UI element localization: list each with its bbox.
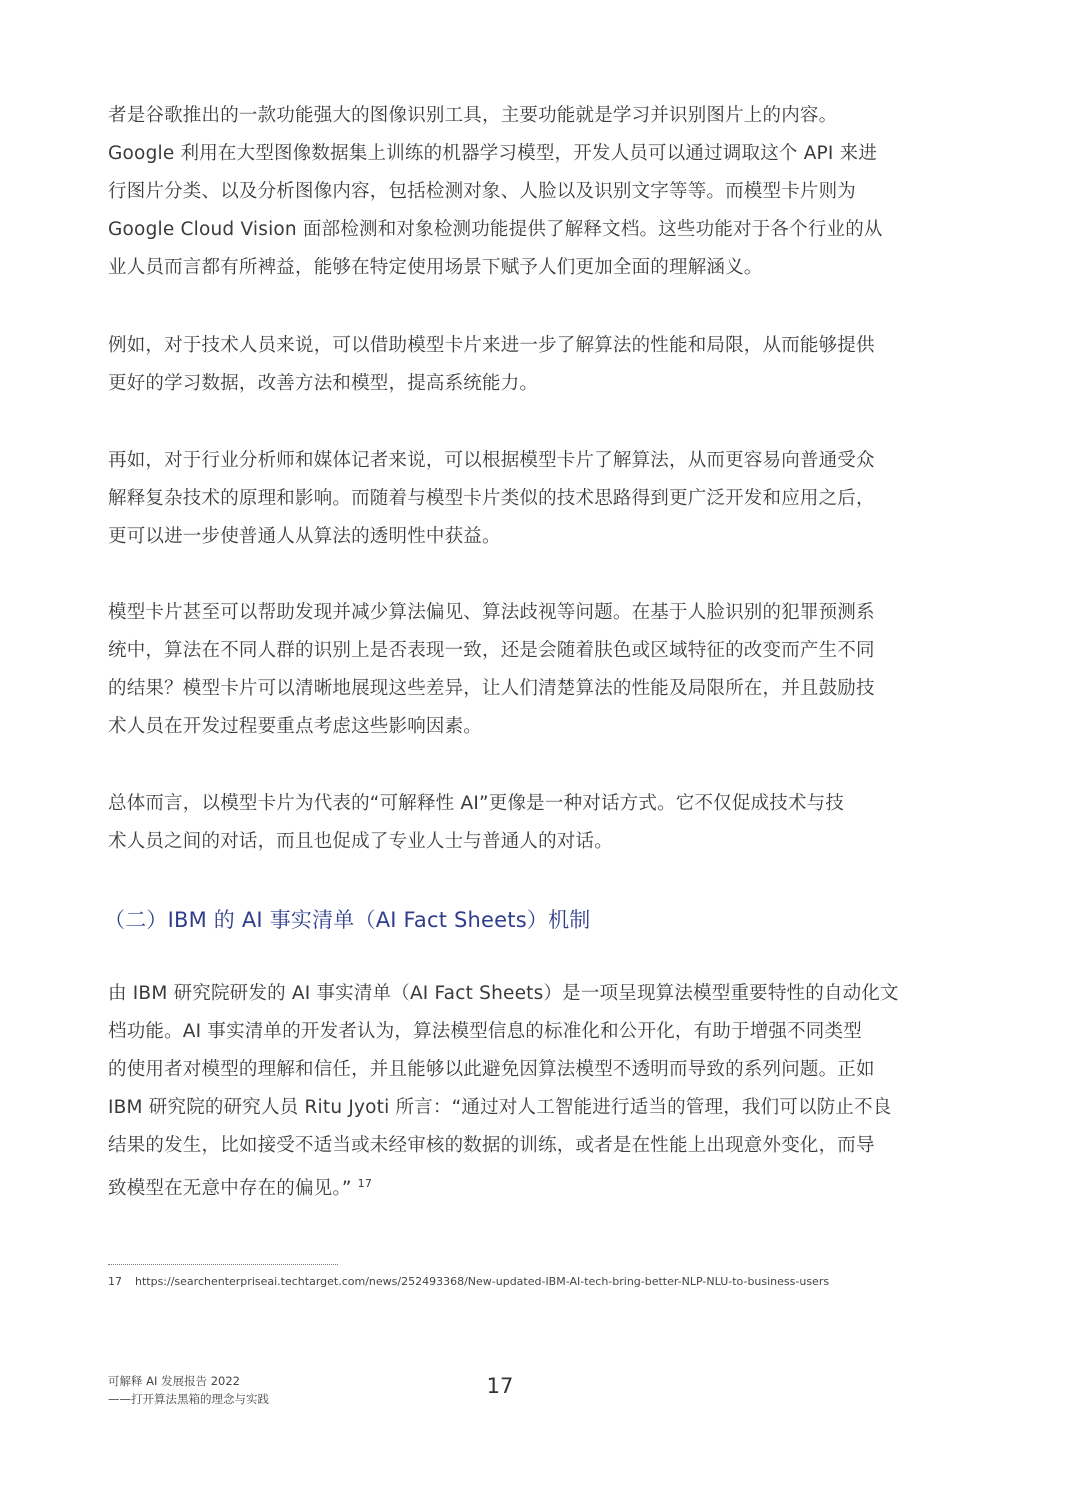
text-line: Google Cloud Vision 面部检测和对象检测功能提供了解释文档。这些功能对于各个行业的从	[108, 219, 883, 240]
footnote-divider	[108, 1264, 338, 1265]
text-line: 行图片分类、以及分析图像内容，包括检测对象、人脸以及识别文字等等。而模型卡片则为	[108, 181, 857, 202]
text-line: 术人员在开发过程要重点考虑这些影响因素。	[108, 716, 483, 737]
text-line: 更好的学习数据，改善方法和模型，提高系统能力。	[108, 373, 539, 394]
footnote-number: 17	[108, 1275, 122, 1288]
text-line: 例如，对于技术人员来说，可以借助模型卡片来进一步了解算法的性能和局限，从而能够提供	[108, 335, 875, 356]
text-line: 更可以进一步使普通人从算法的透明性中获益。	[108, 526, 501, 547]
text-line: IBM 研究院的研究人员 Ritu Jyoti 所言：“通过对人工智能进行适当的管理，我们可以防止不良	[108, 1097, 892, 1118]
text-line: 者是谷歌推出的一款功能强大的图像识别工具，主要功能就是学习并识别图片上的内容。	[108, 105, 838, 126]
section-heading: （二）IBM 的 AI 事实清单（AI Fact Sheets）机制	[104, 908, 591, 932]
paragraph-ibm-fact-sheets	[108, 975, 908, 1203]
text-line	[108, 1165, 908, 1203]
text-line: 业人员而言都有所裨益，能够在特定使用场景下赋予人们更加全面的理解涵义。	[108, 257, 763, 278]
text-line: 由 IBM 研究院研发的 AI 事实清单（AI Fact Sheets）是一项呈现算法模型重要特性的自动化文	[108, 983, 899, 1004]
paragraph-google-vision	[108, 97, 908, 287]
text-line: 再如，对于行业分析师和媒体记者来说，可以根据模型卡片了解算法，从而更容易向普通受众	[108, 450, 875, 471]
paragraph-bias	[108, 594, 908, 746]
text-line: 模型卡片甚至可以帮助发现并减少算法偏见、算法歧视等问题。在基于人脸识别的犯罪预测系	[108, 602, 875, 623]
text-line-content: 致模型在无意中存在的偏见。”	[108, 1178, 352, 1200]
text-line: 结果的发生，比如接受不适当或未经审核的数据的训练，或者是在性能上出现意外变化，而导	[108, 1135, 875, 1156]
text-line: 总体而言，以模型卡片为代表的“可解释性 AI”更像是一种对话方式。它不仅促成技术与技	[108, 793, 845, 814]
text-line: 术人员之间的对话，而且也促成了专业人士与普通人的对话。	[108, 831, 613, 852]
text-line: 档功能。AI 事实清单的开发者认为，算法模型信息的标准化和公开化，有助于增强不同类型	[108, 1021, 862, 1042]
footnote-url[interactable]: https://searchenterpriseai.techtarget.com/news/252493368/New-updated-IBM-AI-tech-bring-better-NLP-NLU-to-business-users	[135, 1275, 830, 1288]
text-line: 的结果？模型卡片可以清晰地展现这些差异，让人们清楚算法的性能及局限所在，并且鼓励技	[108, 678, 875, 699]
footer-report-subtitle: ——打开算法黑箱的理念与实践	[108, 1392, 269, 1406]
footer-report-title: 可解释 AI 发展报告 2022	[108, 1374, 240, 1388]
paragraph-summary	[108, 785, 908, 861]
text-line: 的使用者对模型的理解和信任，并且能够以此避免因算法模型不透明而导致的系列问题。正如	[108, 1059, 875, 1080]
text-line: Google 利用在大型图像数据集上训练的机器学习模型，开发人员可以通过调取这个 API 来进	[108, 143, 878, 164]
text-line: 解释复杂技术的原理和影响。而随着与模型卡片类似的技术思路得到更广泛开发和应用之后，	[108, 488, 875, 509]
paragraph-analysts	[108, 442, 908, 556]
footnote	[108, 1274, 908, 1290]
text-line: 统中，算法在不同人群的识别上是否表现一致，还是会随着肤色或区域特征的改变而产生不同	[108, 640, 875, 661]
paragraph-tech-staff	[108, 327, 908, 403]
footnote-reference[interactable]: 17	[357, 1177, 373, 1190]
page-number: 17	[486, 1374, 514, 1398]
